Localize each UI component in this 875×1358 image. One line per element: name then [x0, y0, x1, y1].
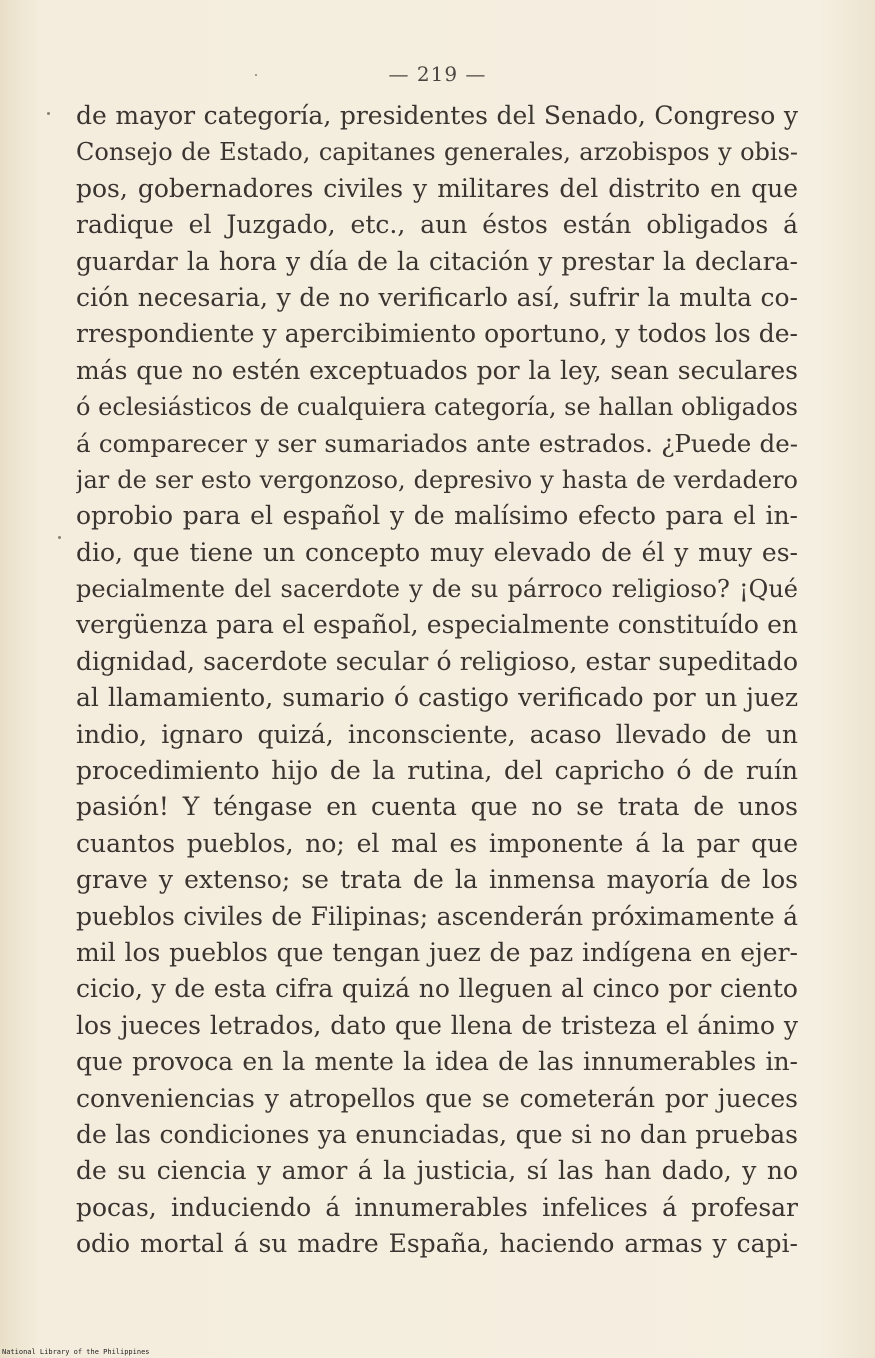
library-credit: National Library of the Philippines [2, 1348, 150, 1356]
text-line: más que no estén exceptuados por la ley, sean seculares [76, 355, 798, 385]
text-line: radique el Juzgado, etc., aun éstos están obligados á [76, 210, 798, 240]
text-line: ción necesaria, y de no verificarlo así, sufrir la multa co- [76, 282, 798, 312]
page-number: — 219 — [388, 62, 487, 86]
text-line: procedimiento hijo de la rutina, del capricho ó de ruín [76, 756, 798, 786]
text-line: mil los pueblos que tengan juez de paz indígena en ejer- [76, 937, 798, 967]
text-line: pecialmente del sacerdote y de su párroco religioso? ¡Qué [76, 575, 798, 604]
text-line: pocas, induciendo á innumerables infelices á profesar [76, 1192, 798, 1222]
text-line: oprobio para el español y de malísimo efecto para el in- [76, 501, 798, 531]
body-text [76, 98, 798, 1263]
ink-speck [58, 536, 61, 539]
text-line: vergüenza para el español, especialmente constituído en [76, 610, 798, 640]
ink-speck [47, 112, 50, 115]
text-line: ó eclesiásticos de cualquiera categoría, se hallan obligados [76, 393, 798, 422]
text-line: jar de ser esto vergonzoso, depresivo y hasta de verdadero [76, 465, 798, 494]
text-line: al llamamiento, sumario ó castigo verificado por un juez [76, 683, 798, 713]
text-line: los jueces letrados, dato que llena de tristeza el ánimo y [76, 1010, 798, 1040]
text-line: cuantos pueblos, no; el mal es imponente á la par que [76, 828, 798, 858]
text-line: indio, ignaro quizá, inconsciente, acaso llevado de un [76, 719, 798, 749]
text-line: dignidad, sacerdote secular ó religioso, estar supeditado [76, 646, 798, 676]
text-line: de su ciencia y amor á la justicia, sí las han dado, y no [76, 1156, 798, 1186]
text-line: odio mortal á su madre España, haciendo armas y capi- [76, 1229, 798, 1259]
text-line: grave y extenso; se trata de la inmensa mayoría de los [76, 865, 798, 895]
text-line: cicio, y de esta cifra quizá no lleguen al cinco por ciento [76, 974, 798, 1004]
text-line: guardar la hora y día de la citación y prestar la declara- [76, 246, 798, 276]
text-line: conveniencias y atropellos que se cometerán por jueces [76, 1083, 798, 1113]
text-line: de las condiciones ya enunciadas, que si no dan pruebas [76, 1119, 798, 1149]
text-line: pos, gobernadores civiles y militares del distrito en que [76, 173, 798, 203]
text-line: Consejo de Estado, capitanes generales, arzobispos y obis- [76, 138, 798, 167]
text-line: rrespondiente y apercibimiento oportuno, y todos los de- [76, 319, 798, 349]
text-line: dio, que tiene un concepto muy elevado de él y muy es- [76, 537, 798, 567]
text-line: á comparecer y ser sumariados ante estrados. ¿Puede de- [76, 428, 798, 458]
text-line: que provoca en la mente la idea de las innumerables in- [76, 1047, 798, 1077]
text-line: pueblos civiles de Filipinas; ascenderán próximamente á [76, 901, 798, 931]
text-line: pasión! Y téngase en cuenta que no se trata de unos [76, 792, 798, 822]
text-line: de mayor categoría, presidentes del Senado, Congreso y [76, 101, 798, 130]
